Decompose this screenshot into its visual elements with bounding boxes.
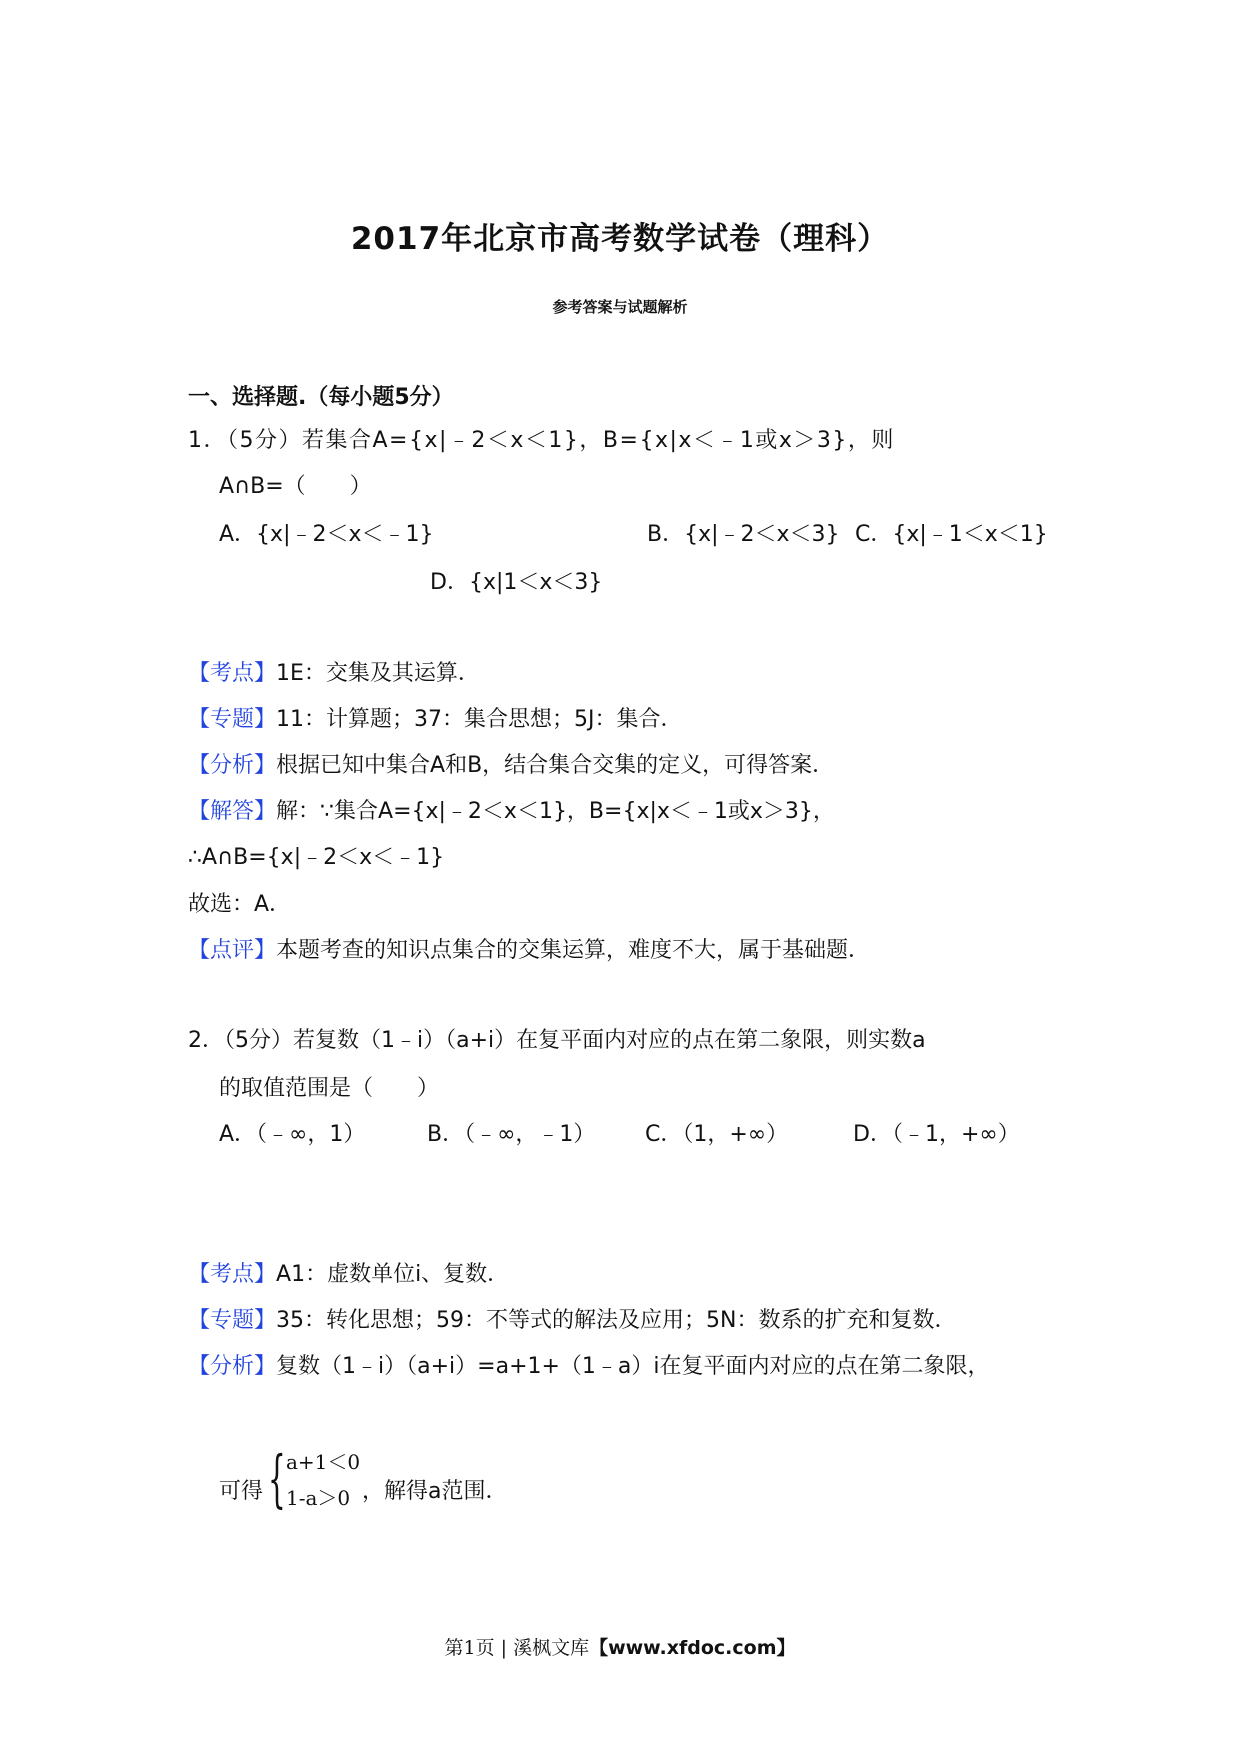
q2-stem-line2: 的取值范围是（ ）: [219, 1076, 440, 1101]
q1-option-c: C．{x|﹣1＜x＜1}: [855, 522, 1048, 547]
q1-fenxi: [188, 751, 834, 781]
footer-prefix: 第: [444, 1637, 464, 1659]
fenxi-tag: 【分析】: [188, 753, 277, 778]
fenxi-tag: 【分析】: [188, 1354, 277, 1379]
q2-system-row1: a+1＜0: [286, 1450, 361, 1474]
kaodian-tag: 【考点】: [188, 661, 277, 686]
zhuanti-text: 35：转化思想；59：不等式的解法及应用；5N：数系的扩充和复数．: [276, 1308, 957, 1333]
q1-zhuanti: [188, 705, 683, 735]
q1-therefore: ∴A∩B={x|﹣2＜x＜﹣1}: [188, 845, 445, 870]
zhuanti-tag: 【专题】: [188, 707, 277, 732]
q1-jieda: [188, 797, 835, 827]
dianping-tag: 【点评】: [188, 938, 277, 963]
q2-system-row2: 1-a＞0: [286, 1486, 351, 1510]
kaodian-text: A1：虚数单位i、复数．: [276, 1262, 510, 1287]
q1-stem-line1: 1．（5分）若集合A={x|﹣2＜x＜1}，B={x|x＜﹣1或x＞3}，则: [188, 428, 895, 453]
fenxi-text: 根据已知中集合A和B，结合集合交集的定义，可得答案．: [276, 753, 835, 778]
q1-dianping: [188, 936, 870, 966]
section-heading: 一、选择题.（每小题5分）: [188, 385, 454, 410]
q2-kaodian: [188, 1260, 509, 1290]
jieda-text: 解：∵集合A={x|﹣2＜x＜1}，B={x|x＜﹣1或x＞3}，: [276, 799, 835, 824]
page-footer: [0, 1633, 1240, 1660]
q1-option-a: A．{x|﹣2＜x＜﹣1}: [219, 522, 434, 547]
q1-choice: 故选：A．: [188, 892, 292, 917]
q2-option-b: B．（﹣∞，﹣1）: [427, 1122, 596, 1147]
zhuanti-text: 11：计算题；37：集合思想；5J：集合．: [276, 707, 683, 732]
q2-stem-line1: 2．（5分）若复数（1﹣i）（a+i）在复平面内对应的点在第二象限，则实数a: [188, 1028, 926, 1053]
dianping-text: 本题考查的知识点集合的交集运算，难度不大，属于基础题．: [276, 938, 871, 963]
kaodian-tag: 【考点】: [188, 1262, 277, 1287]
q1-option-d: D．{x|1＜x＜3}: [430, 570, 603, 595]
page-subtitle: 参考答案与试题解析: [552, 298, 688, 316]
zhuanti-tag: 【专题】: [188, 1308, 277, 1333]
footer-link[interactable]: 【www.xfdoc.com】: [589, 1637, 796, 1659]
q2-system-brace: {: [268, 1442, 286, 1515]
q2-option-a: A．（﹣∞，1）: [219, 1122, 366, 1147]
q2-option-d: D．（﹣1，+∞）: [853, 1122, 1020, 1147]
q1-stem-line2: A∩B=（ ）: [219, 474, 372, 499]
fenxi-text: 复数（1﹣i）（a+i）=a+1+（1﹣a）i在复平面内对应的点在第二象限，: [276, 1354, 990, 1379]
q1-kaodian: [188, 659, 480, 689]
footer-middle: 页 | 溪枫文库: [475, 1637, 590, 1659]
q1-option-b: B．{x|﹣2＜x＜3}: [647, 522, 840, 547]
jieda-tag: 【解答】: [188, 799, 277, 824]
q2-fenxi: [188, 1352, 990, 1382]
kaodian-text: 1E：交集及其运算．: [276, 661, 480, 686]
page-title: 2017年北京市高考数学试卷（理科）: [350, 221, 890, 257]
q2-conclusion: ，解得a范围．: [362, 1479, 508, 1504]
q2-option-c: C．（1，+∞）: [645, 1122, 789, 1147]
q2-zhuanti: [188, 1306, 956, 1336]
q2-kede: 可得: [219, 1479, 264, 1504]
footer-page-number: 1: [463, 1637, 476, 1659]
